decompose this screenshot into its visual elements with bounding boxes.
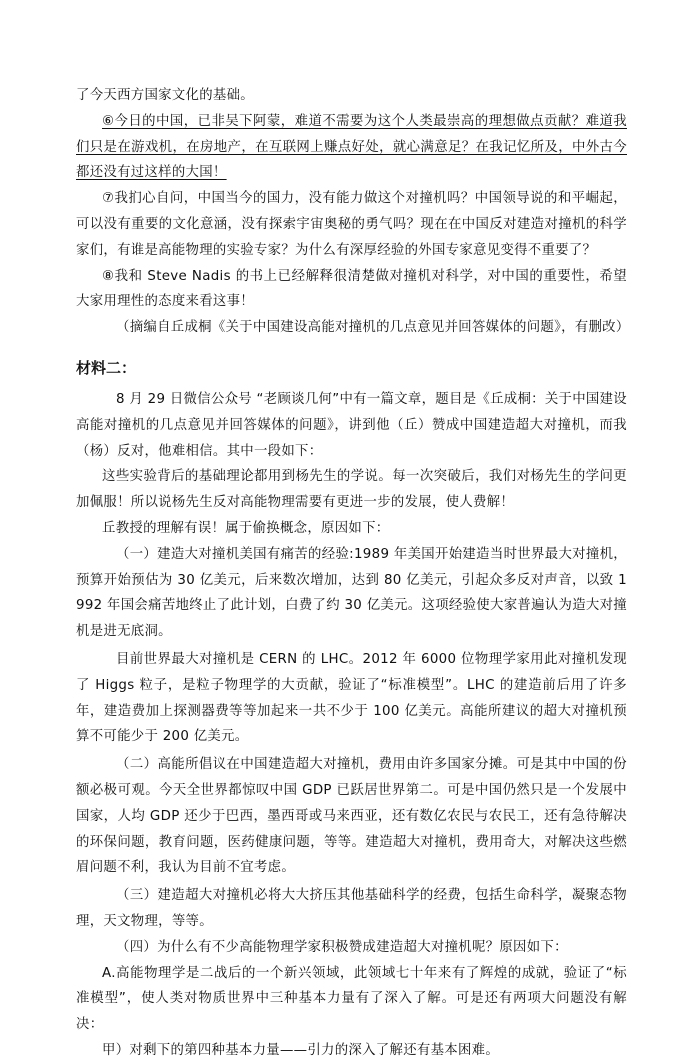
paragraph-m4: （一）建造大对撞机美国有痛苦的经验:1989 年美国开始建造当时世界最大对撞机，预算开始预估为 30 亿美元，后来数次增加，达到 80 亿美元，引起众多反对声音，以致 1992 年国会痛苦地终止了此计划，白费了约 30 亿美元。这项经验使大家普遍认为造大对撞机是进无底洞。: [76, 546, 627, 640]
material-two-heading: 材料二：: [76, 358, 137, 377]
paragraph-m9: A.高能物理学是二战后的一个新兴领域，此领域七十年来有了辉煌的成就，验证了“标准模型”，使人类对物质世界中三种基本力量有了深入了解。可是还有两项大问题没有解决：: [76, 965, 627, 1033]
paragraph-7: ⑦我扪心自问，中国当今的国力，没有能力做这个对撞机吗？中国领导说的和平崛起，可以没有重要的文化意涵，没有探索宇宙奥秘的勇气吗？现在在中国反对建造对撞机的科学家们，有谁是高能物理的实验专家？为什么有深厚经验的外国专家意见变得不重要了？: [76, 191, 627, 258]
paragraph-m5: 目前世界最大对撞机是 CERN 的 LHC。2012 年 6000 位物理学家用此对撞机发现了 Higgs 粒子，是粒子物理学的大贡献，验证了“标准模型”。LHC 的建造前后用了许多年，建造费加上探测器费等等加起来一共不少于 100 亿美元。高能所建议的超大对撞机预算不可能少于 200 亿美元。: [76, 651, 627, 745]
paragraph-p0: 了今天西方国家文化的基础。: [76, 88, 254, 103]
paragraph-m1: 8 月 29 日微信公众号 “老顾谈几何”中有一篇文章，题目是《丘成桐：关于中国建设高能对撞机的几点意见并回答媒体的问题》，讲到他（丘）赞成中国建造超大对撞机，而我（杨）反对，他难相信。其中一段如下：: [76, 391, 627, 459]
source-note: （摘编自丘成桐《关于中国建设高能对撞机的几点意见并回答媒体的问题》，有删改）: [116, 320, 630, 336]
paragraph-8: ⑧我和 Steve Nadis 的书上已经解释很清楚做对撞机对科学，对中国的重要性，希望大家用理性的态度来看这事！: [76, 268, 627, 310]
paragraph-m7: （三）建造超大对撞机必将大大挤压其他基础科学的经费，包括生命科学，凝聚态物理，天文物理，等等。: [76, 888, 627, 929]
paragraph-m8: （四）为什么有不少高能物理学家积极赞成建造超大对撞机呢？原因如下：: [116, 939, 568, 955]
underlined-text: ⑥今日的中国，已非吴下阿蒙，难道不需要为这个人类最崇高的理想做点贡献？难道我们只是在游戏机，在房地产，在互联网上赚点好处，就心满意足？在我记忆所及，中外古今都还没有过这样的大国！: [76, 113, 627, 181]
paragraph-m6: （二）高能所倡议在中国建造超大对撞机，费用由许多国家分摊。可是其中中国的份额必极可观。今天全世界都惊叹中国 GDP 已跃居世界第二。可是中国仍然只是一个发展中国家，人均 GDP 还少于巴西，墨西哥或马来西亚，还有数亿农民与农民工，还有急待解决的环保问题，教育问题，医药健康问题，等等。建造超大对撞机，费用奇大，对解决这些燃眉问题不利，我认为目前不宜考虑。: [76, 757, 627, 876]
paragraph-6: [76, 109, 627, 186]
paragraph-m10: 甲）对剩下的第四种基本力量——引力的深入了解还有基本困难。: [102, 1042, 500, 1058]
paragraph-m3: 丘教授的理解有误！属于偷换概念，原因如下：: [102, 520, 390, 536]
paragraph-m2: 这些实验背后的基础理论都用到杨先生的学说。每一次突破后，我们对杨先生的学问更加佩服！所以说杨先生反对高能物理需要有更进一步的发展，使人费解！: [76, 469, 627, 511]
